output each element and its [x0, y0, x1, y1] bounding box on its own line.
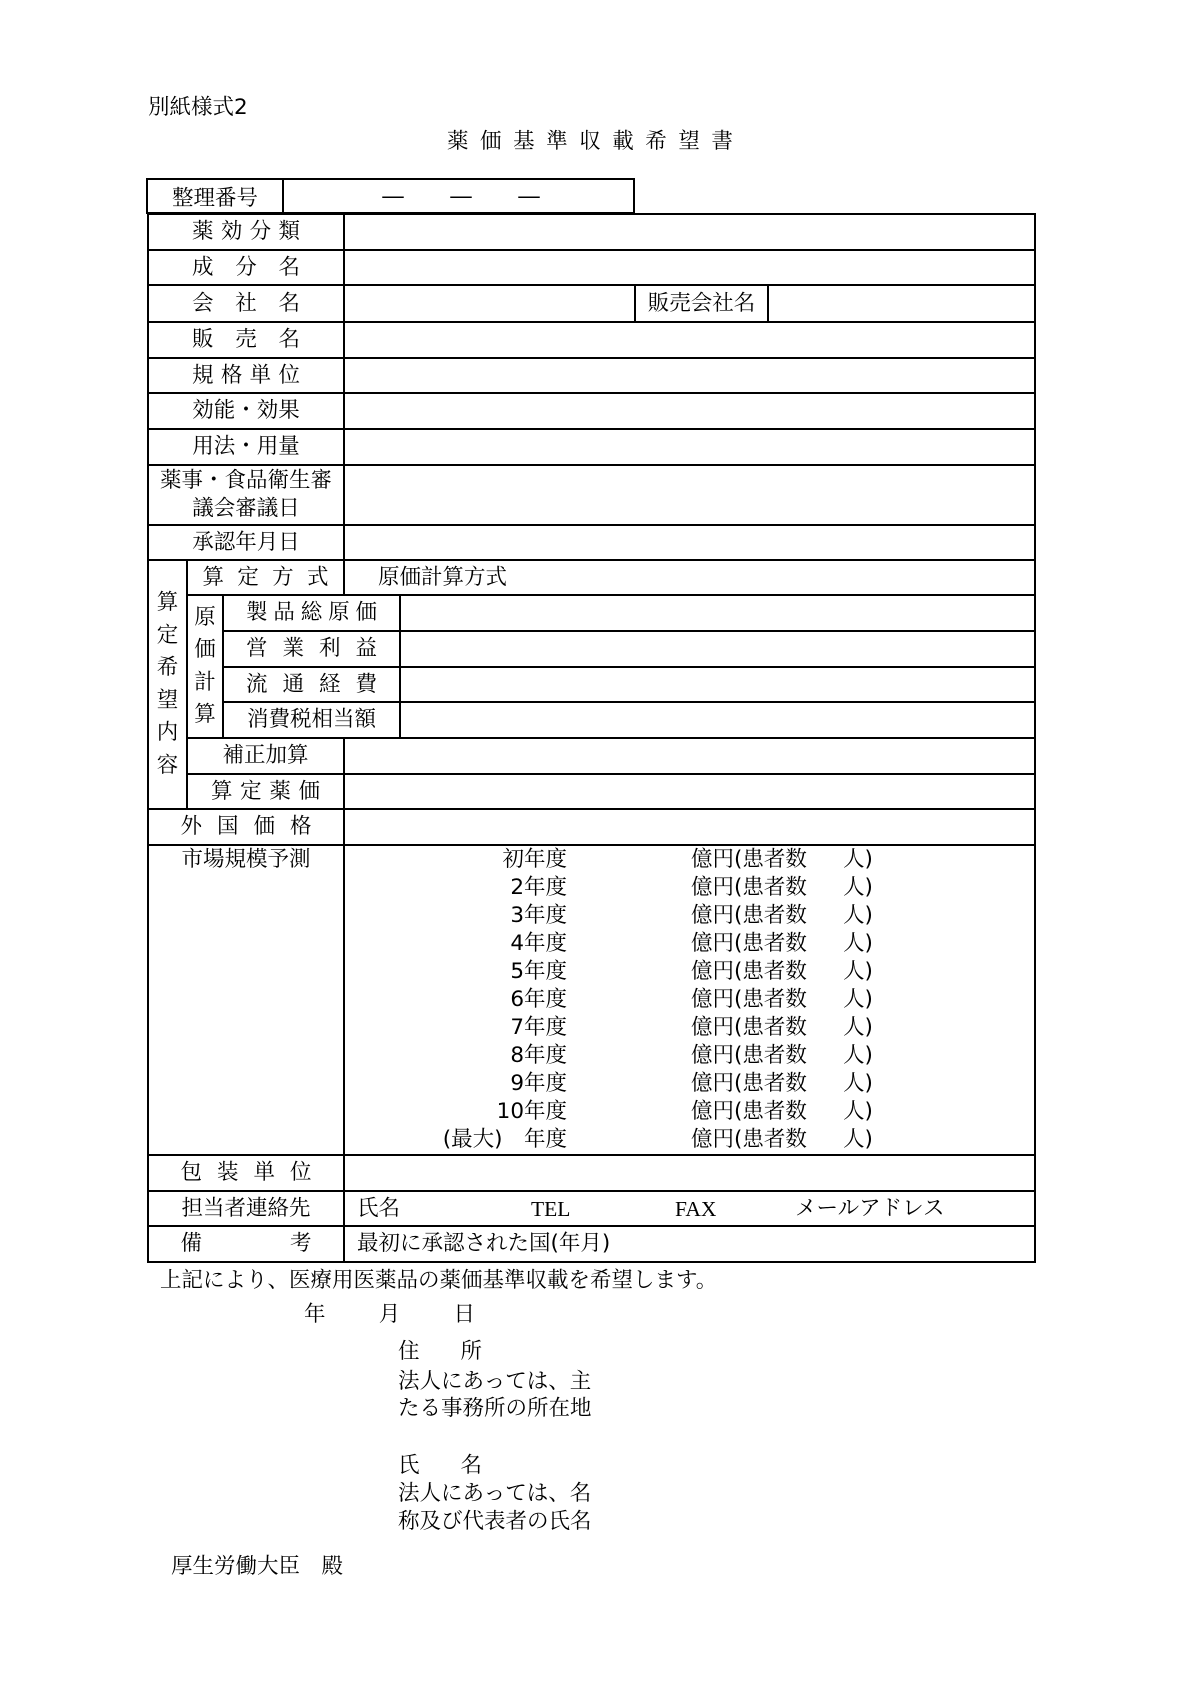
label-char: 営 [246, 636, 268, 661]
name-label [398, 1454, 482, 1478]
market-year: 2年度 [510, 875, 568, 900]
kouno-kouka-label: 効能・効果 [192, 398, 300, 423]
yakko-bunrui-label-cell [148, 214, 344, 250]
seiri-bango-label: 整理番号 [148, 180, 284, 212]
contact-name-label: 氏名 [357, 1195, 401, 1221]
label-char: 価 [480, 129, 502, 154]
label-char: 売 [235, 327, 257, 352]
market-year: 10年度 [496, 1099, 568, 1124]
address-note-line2: たる事務所の所在地 [398, 1396, 592, 1421]
label-char: 所 [460, 1339, 482, 1364]
label-char: 製 [246, 600, 268, 625]
label-char: 位 [289, 1160, 312, 1185]
market-unit: 億円(患者数 [691, 987, 807, 1012]
shouhizei-value-cell [400, 702, 1035, 738]
label-char: 効 [220, 219, 243, 244]
row-gaikoku-kakaku [148, 809, 1035, 845]
label-char: 備 [180, 1231, 203, 1256]
hosei-kasan-label: 補正加算 [222, 743, 309, 768]
bikou-value-cell [344, 1226, 1035, 1262]
label-char: 収 [579, 129, 601, 154]
label-char: 益 [355, 636, 377, 661]
label-char: 原 [194, 604, 216, 630]
label-char: 単 [253, 1160, 275, 1185]
genka-keisan-cell [187, 595, 223, 738]
label-char: 書 [711, 129, 733, 154]
market-unit: 億円(患者数 [691, 847, 807, 872]
label-char: 会 [192, 290, 214, 316]
label-char: 原 [328, 600, 350, 625]
hosei-kasan-value-cell [344, 738, 1035, 774]
label-char: 薬 [269, 778, 291, 804]
shounin-bi-label-cell [148, 525, 344, 560]
name-label-text [398, 1454, 482, 1478]
bikou-value: 最初に承認された国(年月) [357, 1231, 611, 1256]
eigyou-rieki-label-cell [223, 631, 400, 667]
label-char: 格 [220, 362, 243, 388]
housou-tani-label [181, 1161, 312, 1185]
address-label-text [398, 1340, 482, 1364]
kaisha-mei-label [192, 292, 300, 316]
label-char: 望 [156, 687, 179, 713]
santei-houshiki-value: 原価計算方式 [378, 564, 508, 590]
market-unit: 億円(患者数 [691, 1071, 807, 1096]
label-char: 住 [398, 1339, 420, 1364]
kouno-kouka-label-cell [148, 393, 344, 429]
seibun-mei-value-cell [344, 250, 1035, 285]
label-char: 式 [307, 564, 329, 590]
label-char: 規 [192, 362, 214, 388]
market-forecast-row [345, 930, 1034, 958]
label-char: 名 [278, 254, 300, 280]
market-forecast-row [345, 874, 1034, 902]
row-shounin-bi [148, 525, 1035, 560]
row-seihin-sougenka [148, 595, 1035, 631]
hanbai-mei-label [192, 328, 300, 352]
label-char: 格 [289, 814, 312, 839]
label-char: 内 [156, 720, 179, 745]
market-unit-suffix: 人) [843, 987, 873, 1012]
hanbai-mei-value-cell [344, 322, 1035, 358]
market-unit-suffix: 人) [843, 1043, 873, 1068]
label-char: 計 [194, 669, 216, 695]
market-year: 6年度 [510, 987, 568, 1012]
label-char: 総 [300, 600, 323, 625]
market-forecast-list [345, 846, 1034, 1154]
label-char: 準 [546, 129, 568, 154]
form-number: 別紙様式2 [148, 95, 248, 120]
market-unit-suffix: 人) [843, 1127, 873, 1152]
addressee: 厚生労働大臣 殿 [171, 1554, 344, 1579]
market-unit: 億円(患者数 [691, 1015, 807, 1040]
market-forecast-row [345, 1098, 1034, 1126]
gaikoku-kakaku-value-cell [344, 809, 1035, 845]
row-shingi-bi [148, 465, 1035, 525]
gaikoku-kakaku-label-cell [148, 809, 344, 845]
label-char: 望 [678, 129, 700, 154]
shingi-bi-value-cell [344, 465, 1035, 525]
row-santei-houshiki [148, 560, 1035, 595]
row-hanbai-mei [148, 322, 1035, 358]
row-hosei-kasan [148, 738, 1035, 774]
market-unit: 億円(患者数 [691, 1099, 807, 1124]
kikaku-tani-label [192, 364, 300, 388]
label-char: 分 [249, 219, 272, 244]
label-char: 年 [304, 1302, 326, 1327]
market-unit-suffix: 人) [843, 847, 873, 872]
eigyou-rieki-label [246, 637, 377, 661]
label-char: 基 [513, 129, 535, 154]
santei-houshiki-value-cell [344, 560, 1035, 595]
name-note-line1: 法人にあっては、名 [398, 1481, 592, 1506]
bikou-label-cell [148, 1226, 344, 1262]
market-unit: 億円(患者数 [691, 875, 807, 900]
hanbai-kaisha-value-cell [768, 285, 1035, 322]
page-title [447, 130, 733, 154]
market-year: 初年度 [502, 847, 568, 872]
market-unit: 億円(患者数 [691, 959, 807, 984]
kaisha-mei-label-cell [148, 285, 344, 322]
shouhizei-label: 消費税相当額 [247, 707, 377, 732]
seibun-mei-label-cell [148, 250, 344, 285]
kaisha-mei-value-cell [344, 285, 635, 322]
label-char: 日 [453, 1302, 475, 1327]
market-year: 4年度 [510, 931, 568, 956]
market-unit-suffix: 人) [843, 1071, 873, 1096]
gaikoku-kakaku-label [181, 815, 312, 839]
shounin-bi-label: 承認年月日 [192, 529, 300, 555]
market-year: 7年度 [510, 1015, 568, 1040]
label-char: 分 [235, 254, 257, 280]
row-housou-tani [148, 1155, 1035, 1191]
label-char: 算 [211, 778, 233, 804]
youhou-youryou-label: 用法・用量 [192, 434, 300, 459]
santei-houshiki-label-cell [187, 560, 344, 595]
hosei-kasan-label-cell [187, 738, 344, 774]
label-char: 包 [180, 1160, 203, 1185]
tantousha-label: 担当者連絡先 [181, 1195, 311, 1221]
yakko-bunrui-label [192, 220, 300, 244]
label-char: 方 [272, 564, 294, 590]
label-char: 価 [298, 778, 320, 804]
market-forecast-row [345, 1042, 1034, 1070]
label-char: 業 [282, 636, 305, 661]
youhou-youryou-value-cell [344, 429, 1035, 465]
contact-tel-label: TEL [531, 1196, 571, 1221]
label-char: 通 [282, 671, 305, 697]
seiri-dash: ― [382, 183, 404, 209]
row-kaisha-mei [148, 285, 1035, 322]
label-char: 定 [156, 622, 179, 648]
shounin-bi-value-cell [344, 525, 1035, 560]
label-char: 品 [273, 600, 295, 625]
label-char: 社 [235, 290, 257, 316]
label-char: 算 [156, 590, 179, 615]
eigyou-rieki-value-cell [400, 631, 1035, 667]
hanbai-kaisha-label: 販売会社名 [647, 290, 756, 316]
housou-tani-value-cell [344, 1155, 1035, 1191]
market-year: (最大) 年度 [442, 1127, 568, 1152]
label-char: 価 [355, 600, 377, 625]
page-title-text [447, 130, 733, 154]
market-unit: 億円(患者数 [691, 931, 807, 956]
market-unit-suffix: 人) [843, 1015, 873, 1040]
market-unit-suffix: 人) [843, 875, 873, 900]
santei-kibou-naiyou-cell [148, 560, 187, 809]
label-char: 利 [318, 636, 341, 661]
label-char: 価 [253, 814, 275, 839]
label-char: 載 [612, 129, 634, 154]
label-char: 成 [192, 254, 214, 280]
kouno-kouka-value-cell [344, 393, 1035, 429]
market-forecast-row [345, 1014, 1034, 1042]
row-eigyou-rieki [148, 631, 1035, 667]
hanbai-mei-label-cell [148, 322, 344, 358]
market-year: 8年度 [510, 1043, 568, 1068]
genka-keisan-label [194, 602, 216, 732]
market-forecast-value-cell [344, 845, 1035, 1155]
declaration-text: 上記により、医療用医薬品の薬価基準収載を希望します。 [160, 1268, 718, 1293]
santei-yakka-label-cell [187, 774, 344, 809]
row-ryuutsuu-keihi [148, 667, 1035, 702]
ryuutsuu-keihi-label-cell [223, 667, 400, 702]
market-year: 3年度 [510, 903, 568, 928]
market-year: 9年度 [510, 1071, 568, 1096]
ryuutsuu-keihi-value-cell [400, 667, 1035, 702]
row-tantousha [148, 1191, 1035, 1226]
row-seibun-mei [148, 250, 1035, 285]
market-forecast-row [345, 846, 1034, 874]
row-kouno-kouka [148, 393, 1035, 429]
label-char: 算 [194, 702, 216, 727]
market-forecast-label-cell [148, 845, 344, 1155]
label-char: 単 [249, 362, 272, 388]
shingi-bi-label-line2: 議会審議日 [192, 496, 300, 521]
shingi-bi-label-cell [148, 465, 344, 525]
market-forecast-row [345, 902, 1034, 930]
kikaku-tani-value-cell [344, 358, 1035, 393]
shouhizei-label-cell [223, 702, 400, 738]
seiri-bango-box [146, 178, 635, 214]
label-char: 容 [156, 752, 179, 778]
market-unit: 億円(患者数 [691, 1043, 807, 1068]
seibun-mei-label [192, 256, 300, 280]
label-char: 類 [278, 219, 301, 244]
label-char: 定 [237, 564, 259, 590]
market-forecast-label: 市場規模予測 [181, 847, 311, 872]
seiri-bango-value [284, 180, 633, 212]
label-char: 流 [246, 671, 268, 697]
address-note-line1: 法人にあっては、主 [398, 1369, 592, 1394]
market-forecast-row [345, 958, 1034, 986]
label-char: 希 [156, 655, 179, 680]
label-char: 装 [217, 1160, 239, 1185]
market-year: 5年度 [510, 959, 568, 984]
label-char: 定 [240, 778, 262, 804]
label-char: 経 [318, 671, 341, 697]
market-forecast-row [345, 1070, 1034, 1098]
row-santei-yakka [148, 774, 1035, 809]
row-yakko-bunrui [148, 214, 1035, 250]
seihin-sougenka-label [246, 601, 377, 625]
row-bikou [148, 1226, 1035, 1262]
label-char: 氏 [398, 1453, 420, 1478]
label-char: 名 [278, 290, 300, 316]
name-note-line2: 称及び代表者の氏名 [398, 1509, 592, 1534]
ryuutsuu-keihi-label [246, 673, 377, 697]
date-line [304, 1303, 475, 1327]
label-char: 薬 [447, 129, 469, 154]
label-char: 薬 [192, 219, 214, 244]
main-form-table [147, 213, 1036, 1263]
row-shouhizei [148, 702, 1035, 738]
market-forecast-row [345, 1126, 1034, 1154]
santei-kibou-naiyou-label [157, 587, 179, 782]
market-forecast-row [345, 986, 1034, 1014]
contact-fields [345, 1197, 1034, 1221]
label-char: 国 [217, 814, 239, 839]
bikou-label [181, 1232, 312, 1256]
market-unit: 億円(患者数 [691, 903, 807, 928]
market-unit: 億円(患者数 [691, 1127, 807, 1152]
label-char: 外 [180, 814, 203, 839]
seihin-sougenka-label-cell [223, 595, 400, 631]
santei-yakka-value-cell [344, 774, 1035, 809]
label-char: 位 [278, 362, 301, 388]
market-unit-suffix: 人) [843, 1099, 873, 1124]
label-char: 販 [192, 327, 214, 352]
santei-houshiki-label [203, 566, 329, 590]
tantousha-value-cell [344, 1191, 1035, 1226]
label-char: 希 [645, 129, 667, 154]
address-label [398, 1340, 482, 1364]
row-kikaku-tani [148, 358, 1035, 393]
seihin-sougenka-value-cell [400, 595, 1035, 631]
tantousha-label-cell [148, 1191, 344, 1226]
hanbai-kaisha-label-cell [635, 285, 768, 322]
santei-yakka-label [211, 780, 320, 804]
date-labels [304, 1303, 475, 1327]
market-unit-suffix: 人) [843, 931, 873, 956]
contact-fax-label: FAX [675, 1196, 717, 1221]
label-char: 費 [355, 671, 377, 697]
seiri-dash: ― [450, 183, 472, 209]
youhou-youryou-label-cell [148, 429, 344, 465]
label-char: 価 [194, 637, 216, 662]
label-char: 考 [290, 1231, 312, 1256]
label-char: 算 [202, 564, 225, 590]
label-char: 月 [378, 1302, 401, 1327]
row-market-forecast [148, 845, 1035, 1155]
kikaku-tani-label-cell [148, 358, 344, 393]
housou-tani-label-cell [148, 1155, 344, 1191]
shingi-bi-label-line1: 薬事・食品衛生審 [160, 468, 333, 493]
row-youhou-youryou [148, 429, 1035, 465]
market-unit-suffix: 人) [843, 903, 873, 928]
market-unit-suffix: 人) [843, 959, 873, 984]
seiri-dash: ― [518, 183, 540, 209]
yakko-bunrui-value-cell [344, 214, 1035, 250]
contact-email-label: メールアドレス [795, 1195, 945, 1221]
label-char: 名 [460, 1453, 482, 1478]
label-char: 名 [278, 327, 300, 352]
